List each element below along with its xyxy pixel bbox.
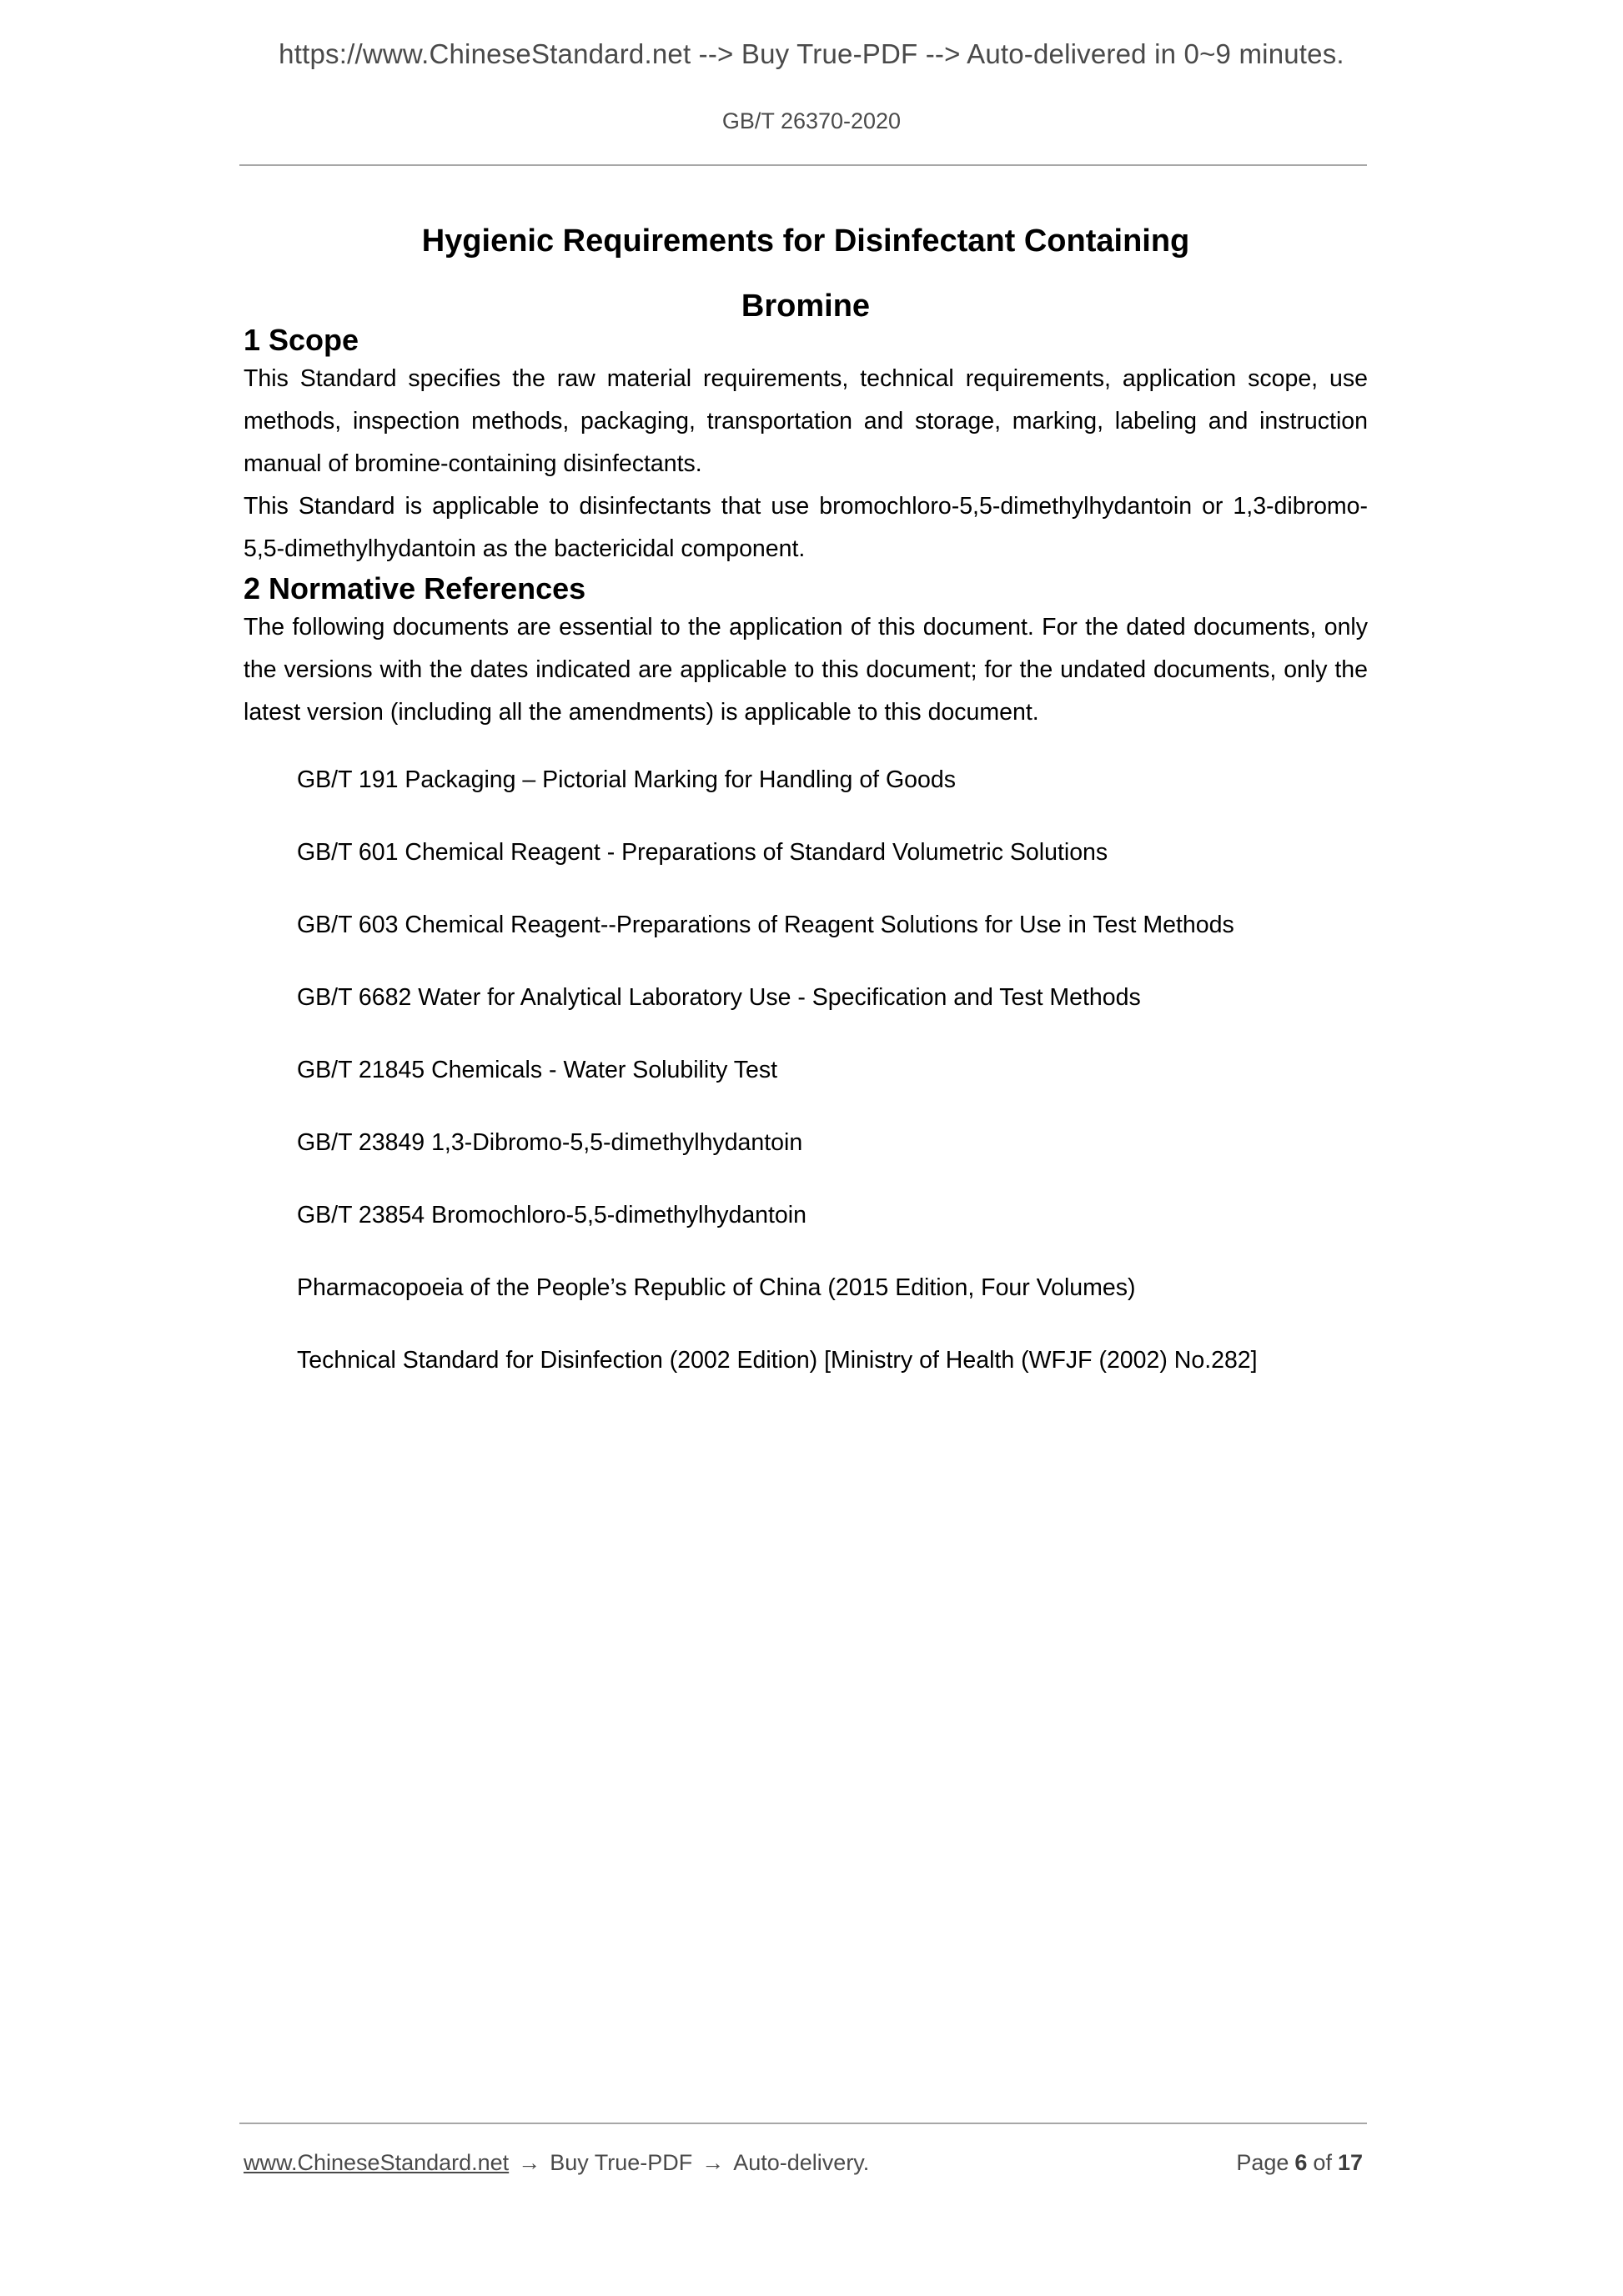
list-item: GB/T 191 Packaging – Pictorial Marking for Handling of Goods [297, 766, 956, 794]
section-heading-normative-references: 2 Normative References [244, 571, 586, 606]
page-title-line-2: Bromine [741, 289, 871, 324]
normative-references-list [244, 759, 1368, 1382]
normative-references-intro: The following documents are essential to the application of this document. For the dated documents, only the versions with the dates indicated are applicable to this document; for the undated documents, only the latest version (including all the amendments) is applicable to this document. [244, 614, 1368, 726]
total-page-count: 17 [1337, 2150, 1363, 2175]
standard-number: GB/T 26370-2020 [721, 108, 902, 133]
footer-delivery-label: Auto-delivery. [733, 2150, 870, 2175]
list-item: Technical Standard for Disinfection (2002 Edition) [Ministry of Health (WFJF (2002) No.282] [297, 1347, 1258, 1374]
arrow-right-icon-1: → [518, 2150, 541, 2175]
scope-paragraph-1: This Standard specifies the raw material requirements, technical requirements, application scope, use methods, inspection methods, packaging, transportation and storage, marking, labeling and instruction manual of bromine-containing disinfectants. [244, 365, 1368, 478]
list-item: Pharmacopoeia of the People’s Republic of China (2015 Edition, Four Volumes) [297, 1274, 1136, 1302]
footer-url-link[interactable]: www.ChineseStandard.net [244, 2150, 510, 2175]
list-item: GB/T 23849 1,3-Dibromo-5,5-dimethylhydantoin [297, 1129, 803, 1157]
section-heading-scope: 1 Scope [244, 323, 359, 357]
arrow-right-icon-2: → [701, 2150, 725, 2175]
footer-buy-label: Buy True-PDF [550, 2150, 693, 2175]
page-content [244, 225, 1368, 1382]
list-item: GB/T 601 Chemical Reagent - Preparations of Standard Volumetric Solutions [297, 839, 1108, 867]
footer-divider [239, 2123, 1367, 2124]
page-title [244, 225, 1368, 322]
list-item: GB/T 21845 Chemicals - Water Solubility Test [297, 1057, 778, 1084]
list-item: GB/T 603 Chemical Reagent--Preparations of Reagent Solutions for Use in Test Methods [297, 912, 1234, 939]
footer-promo [244, 2150, 869, 2176]
page-footer [244, 2150, 1368, 2176]
list-item: GB/T 6682 Water for Analytical Laboratory Use - Specification and Test Methods [297, 984, 1141, 1012]
header-divider [239, 164, 1367, 166]
current-page-number: 6 [1294, 2150, 1308, 2175]
page-title-line-1: Hygienic Requirements for Disinfectant Containing [421, 224, 1190, 259]
page-label: Page [1236, 2150, 1289, 2175]
promo-header-text: https://www.ChineseStandard.net --> Buy True-PDF --> Auto-delivered in 0~9 minutes. [279, 38, 1344, 69]
list-item: GB/T 23854 Bromochloro-5,5-dimethylhydantoin [297, 1202, 806, 1229]
page-indicator [1236, 2150, 1368, 2176]
scope-paragraph-2: This Standard is applicable to disinfectants that use bromochloro-5,5-dimethylhydantoin or 1,3-dibromo-5,5-dimethylhydantoin as the bactericidal component. [244, 493, 1368, 563]
of-label: of [1313, 2150, 1332, 2175]
